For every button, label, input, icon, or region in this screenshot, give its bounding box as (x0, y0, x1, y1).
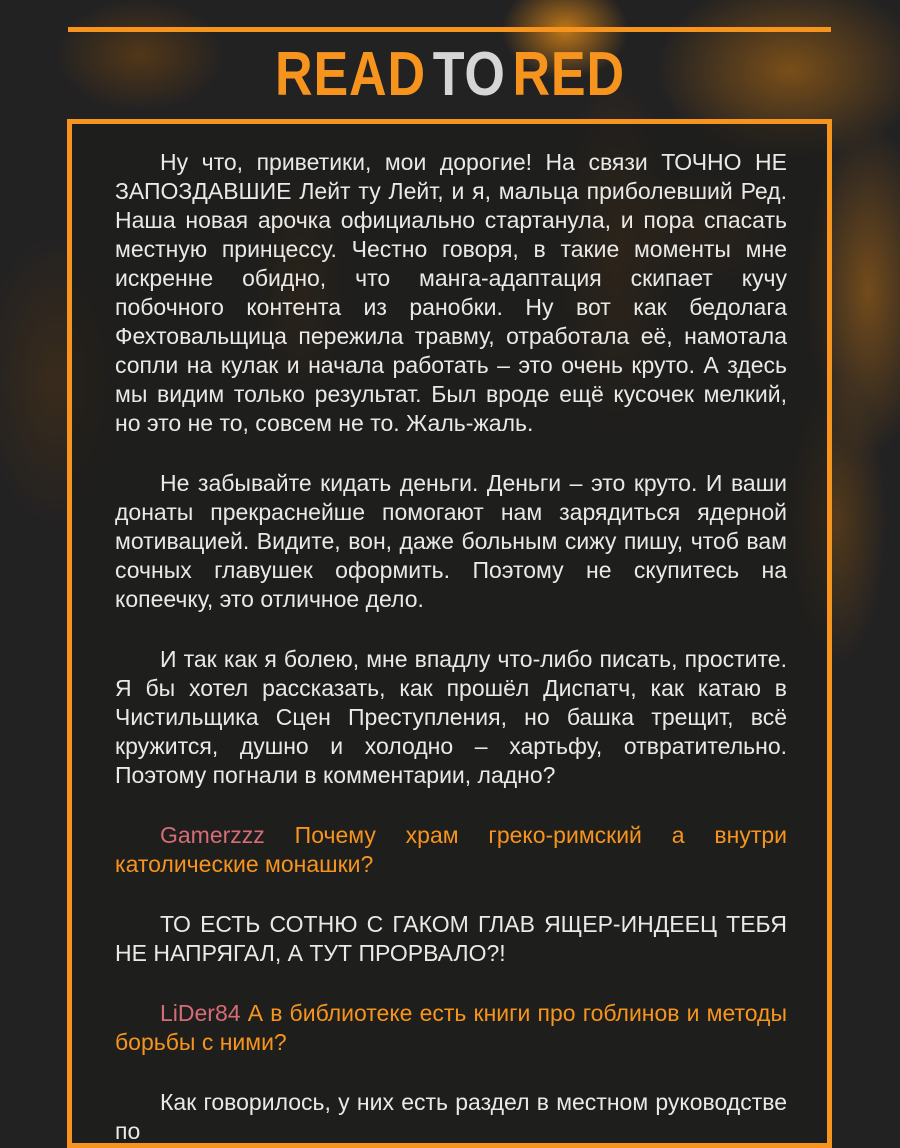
title-word-read: READ (275, 40, 426, 109)
comment-1-reply: ТО ЕСТЬ СОТНЮ С ГАКОМ ГЛАВ ЯЩЕР-ИНДЕЕЦ ТЕБЯ НЕ НАПРЯГАЛ, А ТУТ ПРОРВАЛО?! (115, 911, 787, 966)
comment-2-reply: Как говорилось, у них есть раздел в местном руководстве по (115, 1089, 787, 1144)
comment-2 (115, 999, 787, 1057)
intro-paragraph: Ну что, приветики, мои дорогие! На связи ТОЧНО НЕ ЗАПОЗДАВШИЕ Лейт ту Лейт, и я, мальца приболевший Ред. Наша новая арочка официально стартанула, и пора спасать местную принцессу. Честно говоря, в такие моменты мне искренне обидно, что манга-адаптация скипает кучу побочного контента из ранобки. Ну вот как бедолага Фехтовальщица пережила травму, отработала её, намотала сопли на кулак и начала работать – это очень круто. А здесь мы видим только результат. Был вроде ещё кусочек мелкий, но это не то, совсем не то. Жаль-жаль. (115, 149, 787, 436)
title-word-to: TO (432, 40, 506, 109)
comment-1 (115, 821, 787, 879)
comment-2-question: А в библиотеке есть книги про гоблинов и методы борьбы с ними? (115, 1000, 787, 1055)
sick-note-paragraph: И так как я болею, мне впадлу что-либо писать, простите. Я бы хотел рассказать, как прошёл Диспатч, как катаю в Чистильщика Сцен Преступления, но башка трещит, всё кружится, душно и холодно – хартьфу, отвратительно. Поэтому погнали в комментарии, ладно? (115, 646, 787, 788)
page-title (72, 40, 828, 109)
comment-1-question: Почему храм греко-римский а внутри католические монашки? (115, 822, 787, 877)
title-word-red: RED (512, 40, 625, 109)
comment-2-username: LiDer84 (160, 1000, 241, 1026)
donations-paragraph: Не забывайте кидать деньги. Деньги – это круто. И ваши донаты прекраснейше помогают нам зарядиться ядерной мотивацией. Видите, вон, даже больным сижу пишу, чтоб вам сочных главушек оформить. Поэтому не скупитесь на копеечку, это отличное дело. (115, 470, 787, 612)
top-divider-line (68, 27, 831, 32)
translator-note-box (67, 119, 832, 1148)
comment-1-username: Gamerzzz (160, 822, 265, 848)
